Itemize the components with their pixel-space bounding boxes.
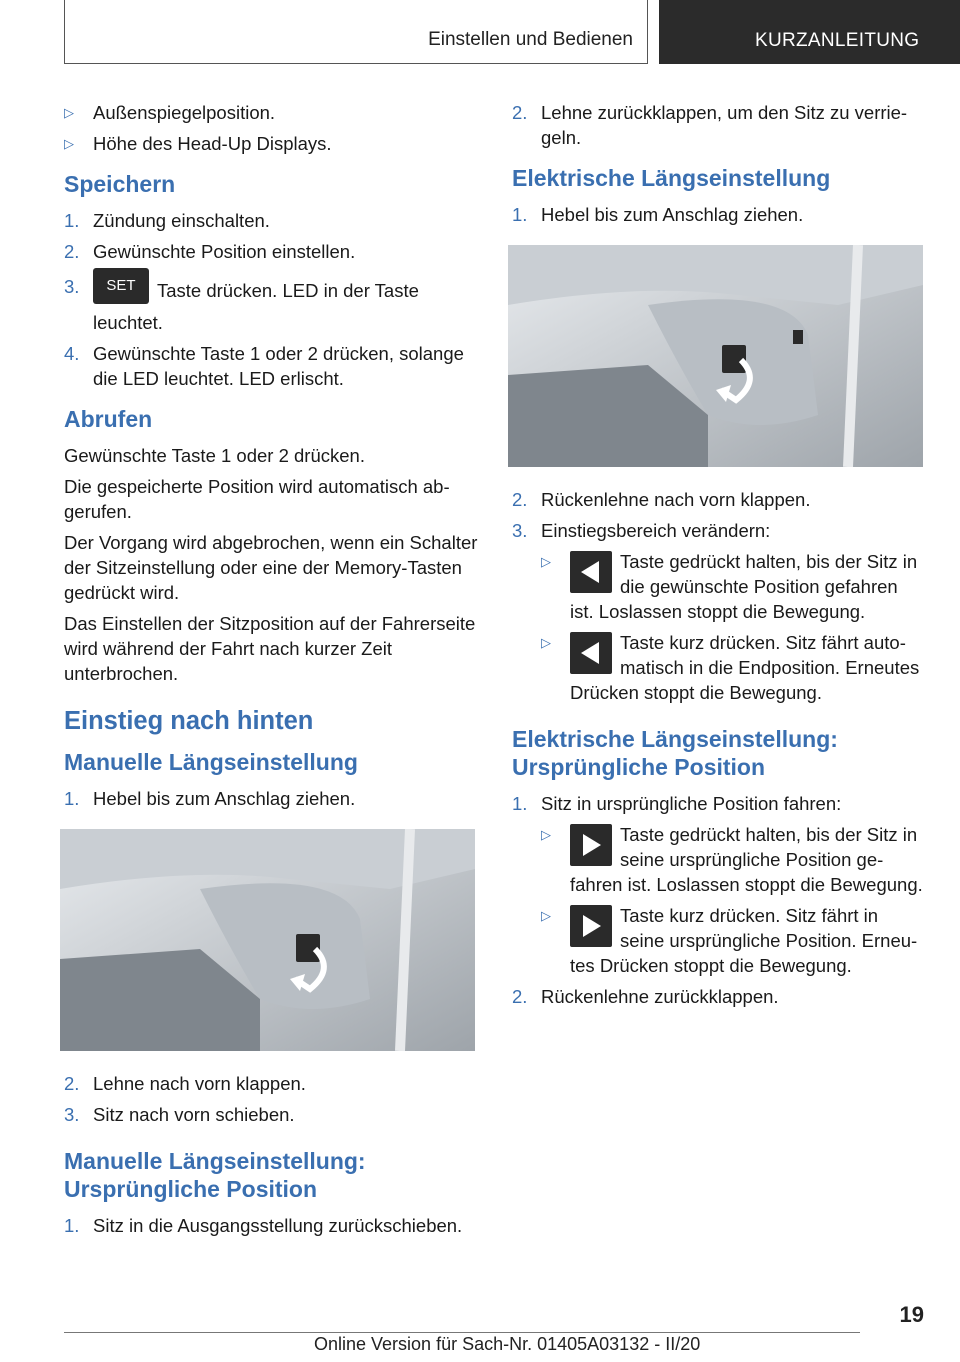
paragraph: Das Einstellen der Sitzposition auf der Fahrerseite wird während der Fahrt nach kurzer Zeit unterbrochen. — [64, 613, 476, 684]
list-item: ▷ Taste gedrückt halten, bis der Sitz in die gewünschte Position gefahren ist. Loslassen stoppt die Bewegung. — [541, 551, 918, 622]
section-heading-speichern: Speichern — [64, 171, 176, 197]
arrow-right-key-icon — [570, 905, 612, 947]
seat-lever-illustration — [60, 829, 475, 1051]
list-item: 3. Sitz nach vorn schieben. — [64, 1104, 295, 1125]
list-item: ▷ Außenspiegelposition. — [64, 102, 276, 123]
page-number: 19 — [899, 1302, 924, 1327]
set-key-icon: SET — [93, 268, 149, 304]
triangle-right-icon: ▷ — [541, 827, 551, 842]
arrow-right-key-icon — [570, 824, 612, 866]
list-item: 4. Gewünschte Taste 1 oder 2 drücken, solange die LED leuchtet. LED erlischt. — [64, 343, 464, 389]
paragraph: Die gespeicherte Position wird automatisch abgerufen. — [64, 476, 450, 522]
chapter-heading: Einstieg nach hinten — [64, 707, 314, 735]
paragraph: Der Vorgang wird abgebrochen, wenn ein Schalter der Sitzeinstellung oder eine der Memory-Tasten gedrückt wird. — [64, 532, 478, 603]
list-item: ▷ Höhe des Head-Up Displays. — [64, 133, 332, 154]
list-item: ▷ Taste gedrückt halten, bis der Sitz in seine ursprüngliche Position gefahren ist. Loslassen stoppt die Bewegung. — [541, 824, 923, 895]
list-item: 2. Lehne zurückklappen, um den Sitz zu verriegeln. — [512, 102, 908, 148]
seat-lever-illustration — [508, 245, 923, 467]
footer-text: Online Version für Sach-Nr. 01405A03132 - II/20 — [314, 1334, 701, 1354]
list-item: 2. Lehne nach vorn klappen. — [64, 1073, 306, 1094]
arrow-left-key-icon — [570, 551, 612, 593]
triangle-right-icon: ▷ — [64, 136, 74, 151]
right-column — [512, 100, 924, 1015]
section-heading-abrufen: Abrufen — [64, 406, 153, 432]
section-heading-manuell-orig: Manuelle Längseinstellung: Ursprüngliche Position — [64, 1148, 366, 1202]
paragraph: Gewünschte Taste 1 oder 2 drücken. — [64, 445, 365, 466]
list-item: ▷ Taste kurz drücken. Sitz fährt automatisch in die Endposition. Erneutes Drücken stoppt die Bewegung. — [541, 632, 920, 703]
header-tab-label: KURZANLEITUNG — [755, 30, 920, 51]
list-item: 2. Rückenlehne zurückklappen. — [512, 986, 779, 1007]
list-item: 1. Zündung einschalten. — [64, 210, 270, 231]
list-item: 1. Sitz in ursprüngliche Position fahren: — [512, 793, 842, 814]
triangle-right-icon: ▷ — [541, 908, 551, 923]
section-heading-elektrisch: Elektrische Längseinstellung — [512, 165, 831, 191]
triangle-right-icon: ▷ — [541, 554, 551, 569]
list-item: 3. Einstiegsbereich verändern: — [512, 520, 771, 541]
triangle-right-icon: ▷ — [64, 105, 74, 120]
header-box — [64, 0, 648, 64]
list-item: ▷ Taste kurz drücken. Sitz fährt in seine ursprüngliche Position. Erneutes Drücken stoppt die Bewegung. — [541, 905, 918, 976]
section-heading-manuell: Manuelle Längseinstellung — [64, 749, 358, 775]
section-heading-elektrisch-orig: Elektrische Längseinstellung: Ursprüngliche Position — [512, 726, 838, 780]
header-tab — [659, 0, 960, 64]
list-item: 2. Rückenlehne nach vorn klappen. — [512, 489, 811, 510]
list-item: 2. Gewünschte Position einstellen. — [64, 241, 356, 262]
list-item: 1. Hebel bis zum Anschlag ziehen. — [64, 788, 356, 809]
triangle-right-icon: ▷ — [541, 635, 551, 650]
arrow-left-key-icon — [570, 632, 612, 674]
header-title: Einstellen und Bedienen — [428, 29, 633, 50]
list-item: 3. SET Taste drücken. LED in der Taste leuchtet. — [64, 274, 482, 335]
list-item: 1. Sitz in die Ausgangsstellung zurückschieben. — [64, 1215, 463, 1236]
left-column — [64, 100, 482, 1244]
list-item: 1. Hebel bis zum Anschlag ziehen. — [512, 204, 804, 225]
